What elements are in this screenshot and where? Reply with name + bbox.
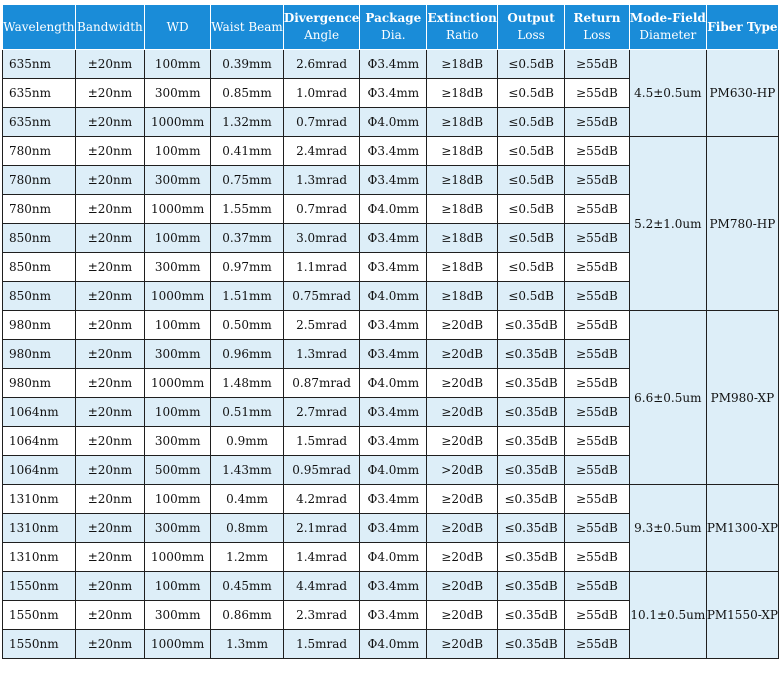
cell-extinction-ratio: ≥20dB	[427, 543, 498, 572]
cell-bandwidth: ±20nm	[75, 485, 144, 514]
cell-bandwidth: ±20nm	[75, 398, 144, 427]
cell-package-dia: Φ3.4mm	[360, 79, 427, 108]
cell-return-loss: ≥55dB	[565, 514, 630, 543]
cell-extinction-ratio: ≥20dB	[427, 601, 498, 630]
cell-wavelength: 635nm	[3, 50, 76, 79]
cell-extinction-ratio: >20dB	[427, 456, 498, 485]
cell-fiber-type: PM980-XP	[706, 311, 778, 485]
cell-wd: 300mm	[145, 253, 211, 282]
header-waist-beam	[211, 5, 284, 50]
cell-bandwidth: ±20nm	[75, 601, 144, 630]
cell-waist-beam: 0.41mm	[211, 137, 284, 166]
cell-output-loss: ≤0.5dB	[498, 253, 565, 282]
cell-package-dia: Φ3.4mm	[360, 398, 427, 427]
cell-bandwidth: ±20nm	[75, 630, 144, 659]
cell-mode-field-diameter: 10.1±0.5um	[629, 572, 706, 659]
cell-divergence-angle: 2.7mrad	[283, 398, 360, 427]
cell-waist-beam: 0.4mm	[211, 485, 284, 514]
cell-bandwidth: ±20nm	[75, 195, 144, 224]
cell-return-loss: ≥55dB	[565, 427, 630, 456]
cell-bandwidth: ±20nm	[75, 572, 144, 601]
header-sublabel: Loss	[517, 28, 545, 42]
cell-waist-beam: 1.51mm	[211, 282, 284, 311]
cell-output-loss: ≤0.5dB	[498, 195, 565, 224]
cell-extinction-ratio: ≥20dB	[427, 427, 498, 456]
cell-divergence-angle: 2.6mrad	[283, 50, 360, 79]
cell-wd: 1000mm	[145, 195, 211, 224]
cell-wd: 300mm	[145, 166, 211, 195]
cell-waist-beam: 1.48mm	[211, 369, 284, 398]
header-mode-field-diameter	[629, 5, 706, 50]
cell-return-loss: ≥55dB	[565, 253, 630, 282]
header-label: Divergence	[283, 11, 360, 25]
cell-wavelength: 635nm	[3, 79, 76, 108]
cell-divergence-angle: 2.4mrad	[283, 137, 360, 166]
cell-package-dia: Φ4.0mm	[360, 195, 427, 224]
header-divergence-angle	[283, 5, 360, 50]
cell-wd: 300mm	[145, 427, 211, 456]
cell-output-loss: ≤0.35dB	[498, 543, 565, 572]
cell-divergence-angle: 2.5mrad	[283, 311, 360, 340]
cell-fiber-type: PM1550-XP	[706, 572, 778, 659]
cell-output-loss: ≤0.35dB	[498, 311, 565, 340]
cell-wavelength: 1550nm	[3, 630, 76, 659]
cell-package-dia: Φ3.4mm	[360, 514, 427, 543]
table-row	[3, 572, 779, 601]
header-label: Waist Beam	[211, 19, 283, 34]
cell-output-loss: ≤0.35dB	[498, 427, 565, 456]
cell-wavelength: 780nm	[3, 166, 76, 195]
cell-wd: 100mm	[145, 50, 211, 79]
cell-waist-beam: 0.86mm	[211, 601, 284, 630]
cell-divergence-angle: 1.5mrad	[283, 427, 360, 456]
cell-wd: 1000mm	[145, 108, 211, 137]
cell-extinction-ratio: ≥18dB	[427, 224, 498, 253]
cell-bandwidth: ±20nm	[75, 311, 144, 340]
cell-divergence-angle: 1.3mrad	[283, 166, 360, 195]
cell-mode-field-diameter: 5.2±1.0um	[629, 137, 706, 311]
header-extinction-ratio	[427, 5, 498, 50]
table-body	[3, 50, 779, 659]
cell-extinction-ratio: ≥18dB	[427, 108, 498, 137]
cell-waist-beam: 0.39mm	[211, 50, 284, 79]
cell-output-loss: ≤0.35dB	[498, 456, 565, 485]
cell-wd: 300mm	[145, 79, 211, 108]
cell-wd: 300mm	[145, 514, 211, 543]
cell-output-loss: ≤0.5dB	[498, 166, 565, 195]
cell-wd: 100mm	[145, 485, 211, 514]
cell-package-dia: Φ4.0mm	[360, 543, 427, 572]
cell-waist-beam: 0.96mm	[211, 340, 284, 369]
cell-return-loss: ≥55dB	[565, 50, 630, 79]
cell-wavelength: 635nm	[3, 108, 76, 137]
cell-bandwidth: ±20nm	[75, 166, 144, 195]
cell-divergence-angle: 1.1mrad	[283, 253, 360, 282]
cell-output-loss: ≤0.35dB	[498, 340, 565, 369]
cell-package-dia: Φ3.4mm	[360, 485, 427, 514]
cell-return-loss: ≥55dB	[565, 108, 630, 137]
cell-waist-beam: 0.51mm	[211, 398, 284, 427]
cell-bandwidth: ±20nm	[75, 253, 144, 282]
cell-waist-beam: 0.9mm	[211, 427, 284, 456]
cell-waist-beam: 0.85mm	[211, 79, 284, 108]
cell-extinction-ratio: ≥20dB	[427, 572, 498, 601]
cell-divergence-angle: 0.7mrad	[283, 195, 360, 224]
cell-package-dia: Φ4.0mm	[360, 282, 427, 311]
cell-mode-field-diameter: 9.3±0.5um	[629, 485, 706, 572]
cell-wavelength: 850nm	[3, 224, 76, 253]
fiber-collimator-spec-table	[2, 4, 779, 659]
cell-fiber-type: PM780-HP	[706, 137, 778, 311]
cell-wavelength: 850nm	[3, 282, 76, 311]
cell-bandwidth: ±20nm	[75, 514, 144, 543]
cell-divergence-angle: 1.5mrad	[283, 630, 360, 659]
cell-extinction-ratio: ≥18dB	[427, 253, 498, 282]
cell-return-loss: ≥55dB	[565, 572, 630, 601]
cell-bandwidth: ±20nm	[75, 108, 144, 137]
cell-waist-beam: 1.55mm	[211, 195, 284, 224]
cell-bandwidth: ±20nm	[75, 137, 144, 166]
cell-output-loss: ≤0.5dB	[498, 50, 565, 79]
cell-extinction-ratio: ≥20dB	[427, 485, 498, 514]
header-package-dia	[360, 5, 427, 50]
cell-package-dia: Φ3.4mm	[360, 50, 427, 79]
cell-return-loss: ≥55dB	[565, 195, 630, 224]
cell-package-dia: Φ4.0mm	[360, 369, 427, 398]
cell-output-loss: ≤0.35dB	[498, 485, 565, 514]
cell-output-loss: ≤0.5dB	[498, 79, 565, 108]
cell-return-loss: ≥55dB	[565, 601, 630, 630]
cell-return-loss: ≥55dB	[565, 224, 630, 253]
cell-extinction-ratio: ≥20dB	[427, 398, 498, 427]
cell-bandwidth: ±20nm	[75, 79, 144, 108]
cell-divergence-angle: 4.2mrad	[283, 485, 360, 514]
cell-wavelength: 1310nm	[3, 514, 76, 543]
cell-mode-field-diameter: 4.5±0.5um	[629, 50, 706, 137]
table-row	[3, 137, 779, 166]
cell-package-dia: Φ3.4mm	[360, 572, 427, 601]
cell-divergence-angle: 2.1mrad	[283, 514, 360, 543]
cell-bandwidth: ±20nm	[75, 282, 144, 311]
header-label: Mode-Field	[629, 11, 706, 25]
cell-wd: 1000mm	[145, 543, 211, 572]
cell-return-loss: ≥55dB	[565, 137, 630, 166]
cell-return-loss: ≥55dB	[565, 543, 630, 572]
cell-extinction-ratio: ≥20dB	[427, 340, 498, 369]
cell-wavelength: 1310nm	[3, 543, 76, 572]
cell-extinction-ratio: ≥18dB	[427, 50, 498, 79]
cell-package-dia: Φ3.4mm	[360, 601, 427, 630]
cell-waist-beam: 0.45mm	[211, 572, 284, 601]
header-label: Return	[573, 11, 621, 25]
cell-wavelength: 780nm	[3, 195, 76, 224]
cell-bandwidth: ±20nm	[75, 456, 144, 485]
cell-output-loss: ≤0.35dB	[498, 572, 565, 601]
header-bandwidth	[75, 5, 144, 50]
cell-return-loss: ≥55dB	[565, 79, 630, 108]
cell-wavelength: 850nm	[3, 253, 76, 282]
cell-wavelength: 980nm	[3, 369, 76, 398]
header-label: WD	[166, 19, 189, 34]
cell-wavelength: 1064nm	[3, 427, 76, 456]
cell-output-loss: ≤0.35dB	[498, 601, 565, 630]
cell-waist-beam: 1.2mm	[211, 543, 284, 572]
cell-wavelength: 980nm	[3, 311, 76, 340]
cell-package-dia: Φ3.4mm	[360, 166, 427, 195]
cell-fiber-type: PM630-HP	[706, 50, 778, 137]
cell-package-dia: Φ3.4mm	[360, 253, 427, 282]
cell-waist-beam: 0.75mm	[211, 166, 284, 195]
cell-bandwidth: ±20nm	[75, 340, 144, 369]
cell-package-dia: Φ3.4mm	[360, 340, 427, 369]
cell-divergence-angle: 1.4mrad	[283, 543, 360, 572]
header-wavelength	[3, 5, 76, 50]
cell-return-loss: ≥55dB	[565, 456, 630, 485]
header-sublabel: Dia.	[381, 28, 406, 42]
header-label: Output	[507, 11, 555, 25]
header-sublabel: Loss	[583, 28, 611, 42]
cell-package-dia: Φ4.0mm	[360, 456, 427, 485]
header-sublabel: Diameter	[639, 28, 697, 42]
cell-package-dia: Φ3.4mm	[360, 311, 427, 340]
cell-wavelength: 1310nm	[3, 485, 76, 514]
cell-output-loss: ≤0.35dB	[498, 630, 565, 659]
header-row	[3, 5, 779, 50]
header-wd	[145, 5, 211, 50]
cell-waist-beam: 0.50mm	[211, 311, 284, 340]
cell-wd: 100mm	[145, 137, 211, 166]
cell-wd: 300mm	[145, 601, 211, 630]
cell-mode-field-diameter: 6.6±0.5um	[629, 311, 706, 485]
cell-extinction-ratio: ≥18dB	[427, 195, 498, 224]
cell-divergence-angle: 2.3mrad	[283, 601, 360, 630]
cell-waist-beam: 1.32mm	[211, 108, 284, 137]
cell-wd: 300mm	[145, 340, 211, 369]
cell-extinction-ratio: ≥20dB	[427, 630, 498, 659]
cell-output-loss: ≤0.5dB	[498, 137, 565, 166]
header-sublabel: Angle	[304, 28, 340, 42]
cell-return-loss: ≥55dB	[565, 311, 630, 340]
cell-output-loss: ≤0.5dB	[498, 282, 565, 311]
cell-waist-beam: 0.97mm	[211, 253, 284, 282]
table-row	[3, 485, 779, 514]
table-row	[3, 50, 779, 79]
cell-wd: 1000mm	[145, 630, 211, 659]
cell-extinction-ratio: ≥18dB	[427, 282, 498, 311]
cell-output-loss: ≤0.5dB	[498, 224, 565, 253]
cell-waist-beam: 1.43mm	[211, 456, 284, 485]
cell-return-loss: ≥55dB	[565, 340, 630, 369]
cell-package-dia: Φ3.4mm	[360, 224, 427, 253]
table-row	[3, 311, 779, 340]
cell-return-loss: ≥55dB	[565, 630, 630, 659]
header-sublabel: Ratio	[446, 28, 479, 42]
header-label: Extinction	[427, 11, 497, 25]
cell-wd: 100mm	[145, 572, 211, 601]
header-output-loss	[498, 5, 565, 50]
cell-output-loss: ≤0.5dB	[498, 108, 565, 137]
cell-wd: 1000mm	[145, 282, 211, 311]
cell-wd: 100mm	[145, 224, 211, 253]
cell-output-loss: ≤0.35dB	[498, 514, 565, 543]
cell-output-loss: ≤0.35dB	[498, 369, 565, 398]
cell-wd: 1000mm	[145, 369, 211, 398]
cell-wd: 500mm	[145, 456, 211, 485]
cell-extinction-ratio: ≥20dB	[427, 514, 498, 543]
cell-divergence-angle: 3.0mrad	[283, 224, 360, 253]
cell-extinction-ratio: ≥18dB	[427, 137, 498, 166]
cell-bandwidth: ±20nm	[75, 369, 144, 398]
table-header	[3, 5, 779, 50]
cell-return-loss: ≥55dB	[565, 166, 630, 195]
cell-package-dia: Φ3.4mm	[360, 427, 427, 456]
cell-waist-beam: 0.37mm	[211, 224, 284, 253]
cell-wavelength: 1550nm	[3, 601, 76, 630]
cell-divergence-angle: 4.4mrad	[283, 572, 360, 601]
cell-wd: 100mm	[145, 311, 211, 340]
cell-extinction-ratio: ≥18dB	[427, 166, 498, 195]
cell-waist-beam: 0.8mm	[211, 514, 284, 543]
header-return-loss	[565, 5, 630, 50]
cell-return-loss: ≥55dB	[565, 369, 630, 398]
cell-return-loss: ≥55dB	[565, 282, 630, 311]
header-label: Fiber Type	[707, 19, 778, 34]
cell-extinction-ratio: ≥20dB	[427, 311, 498, 340]
header-label: Package	[365, 11, 422, 25]
cell-wavelength: 980nm	[3, 340, 76, 369]
cell-output-loss: ≤0.35dB	[498, 398, 565, 427]
cell-bandwidth: ±20nm	[75, 224, 144, 253]
cell-divergence-angle: 0.95mrad	[283, 456, 360, 485]
cell-wavelength: 1064nm	[3, 398, 76, 427]
cell-package-dia: Φ4.0mm	[360, 108, 427, 137]
cell-package-dia: Φ4.0mm	[360, 630, 427, 659]
cell-divergence-angle: 0.75mrad	[283, 282, 360, 311]
cell-divergence-angle: 1.0mrad	[283, 79, 360, 108]
cell-waist-beam: 1.3mm	[211, 630, 284, 659]
cell-extinction-ratio: ≥18dB	[427, 79, 498, 108]
cell-bandwidth: ±20nm	[75, 427, 144, 456]
cell-extinction-ratio: ≥20dB	[427, 369, 498, 398]
cell-wavelength: 780nm	[3, 137, 76, 166]
cell-bandwidth: ±20nm	[75, 50, 144, 79]
cell-bandwidth: ±20nm	[75, 543, 144, 572]
cell-package-dia: Φ3.4mm	[360, 137, 427, 166]
cell-wd: 100mm	[145, 398, 211, 427]
cell-divergence-angle: 0.87mrad	[283, 369, 360, 398]
cell-fiber-type: PM1300-XP	[706, 485, 778, 572]
cell-return-loss: ≥55dB	[565, 485, 630, 514]
cell-return-loss: ≥55dB	[565, 398, 630, 427]
header-fiber-type	[706, 5, 778, 50]
header-label: Wavelength	[3, 19, 75, 34]
header-label: Bandwidth	[77, 19, 143, 34]
cell-divergence-angle: 1.3mrad	[283, 340, 360, 369]
cell-wavelength: 1064nm	[3, 456, 76, 485]
cell-divergence-angle: 0.7mrad	[283, 108, 360, 137]
cell-wavelength: 1550nm	[3, 572, 76, 601]
